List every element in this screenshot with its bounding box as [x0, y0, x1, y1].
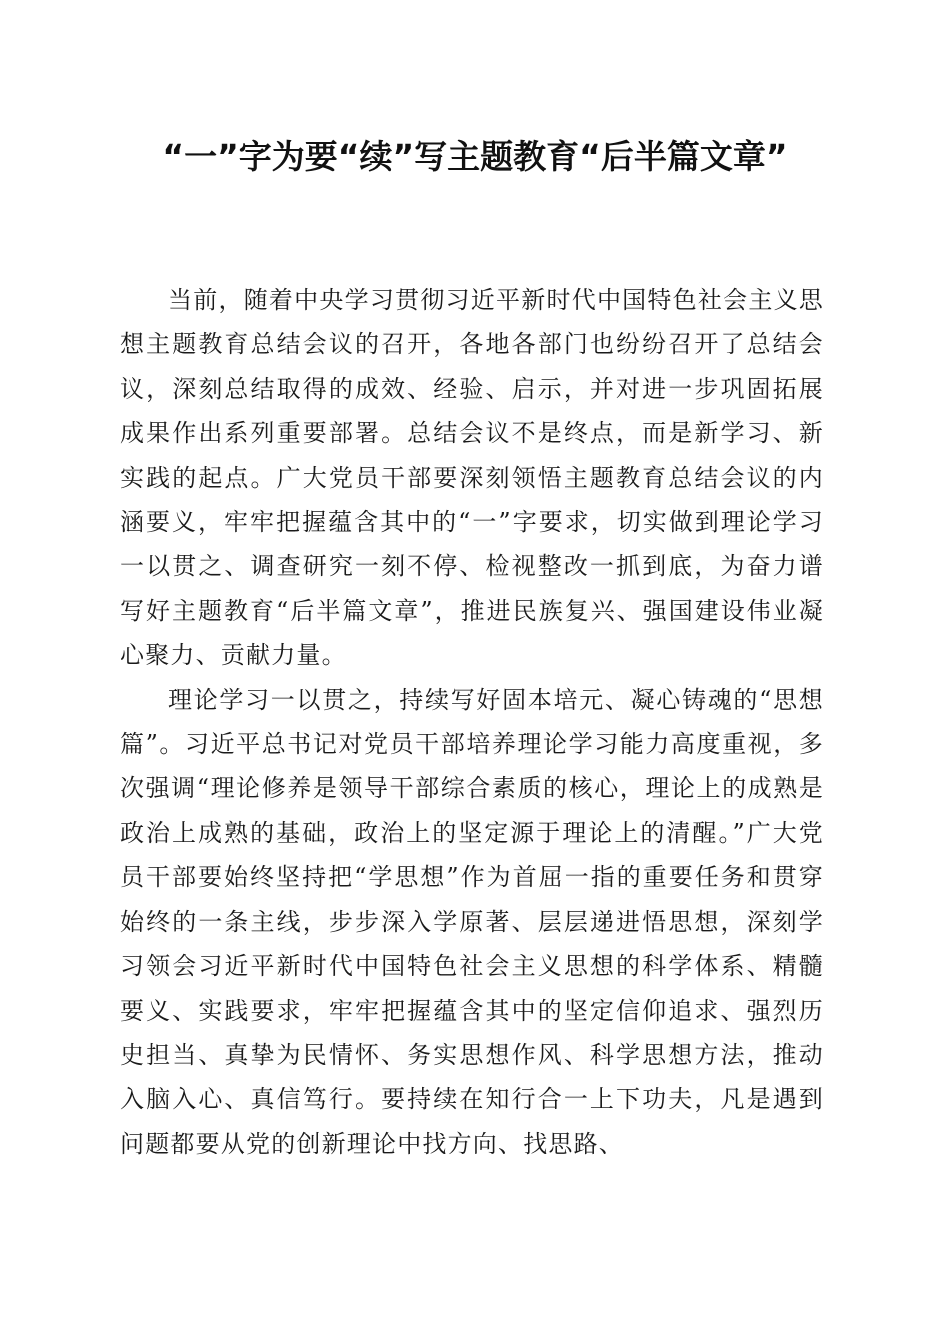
document-title: “一”字为要“续”写主题教育“后半篇文章”: [162, 137, 788, 176]
document-body: [120, 278, 824, 1166]
paragraph-2: 理论学习一以贯之，持续写好固本培元、凝心铸魂的“思想篇”。习近平总书记对党员干部培养理论学习能力高度重视，多次强调“理论修养是领导干部综合素质的核心，理论上的成熟是政治上成熟的基础，政治上的坚定源于理论上的清醒。”广大党员干部要始终坚持把“学思想”作为首屈一指的重要任务和贯穿始终的一条主线，步步深入学原著、层层递进悟思想，深刻学习领会习近平新时代中国特色社会主义思想的科学体系、精髓要义、实践要求，牢牢把握蕴含其中的坚定信仰追求、强烈历史担当、真挚为民情怀、务实思想作风、科学思想方法，推动入脑入心、真信笃行。要持续在知行合一上下功夫，凡是遇到问题都要从党的创新理论中找方向、找思路、: [120, 685, 824, 1158]
paragraph-1: 当前，随着中央学习贯彻习近平新时代中国特色社会主义思想主题教育总结会议的召开，各地各部门也纷纷召开了总结会议，深刻总结取得的成效、经验、启示，并对进一步巩固拓展成果作出系列重要部署。总结会议不是终点，而是新学习、新实践的起点。广大党员干部要深刻领悟主题教育总结会议的内涵要义，牢牢把握蕴含其中的“一”字要求，切实做到理论学习一以贯之、调查研究一刻不停、检视整改一抓到底，为奋力谱写好主题教育“后半篇文章”，推进民族复兴、强国建设伟业凝心聚力、贡献力量。: [120, 286, 824, 670]
